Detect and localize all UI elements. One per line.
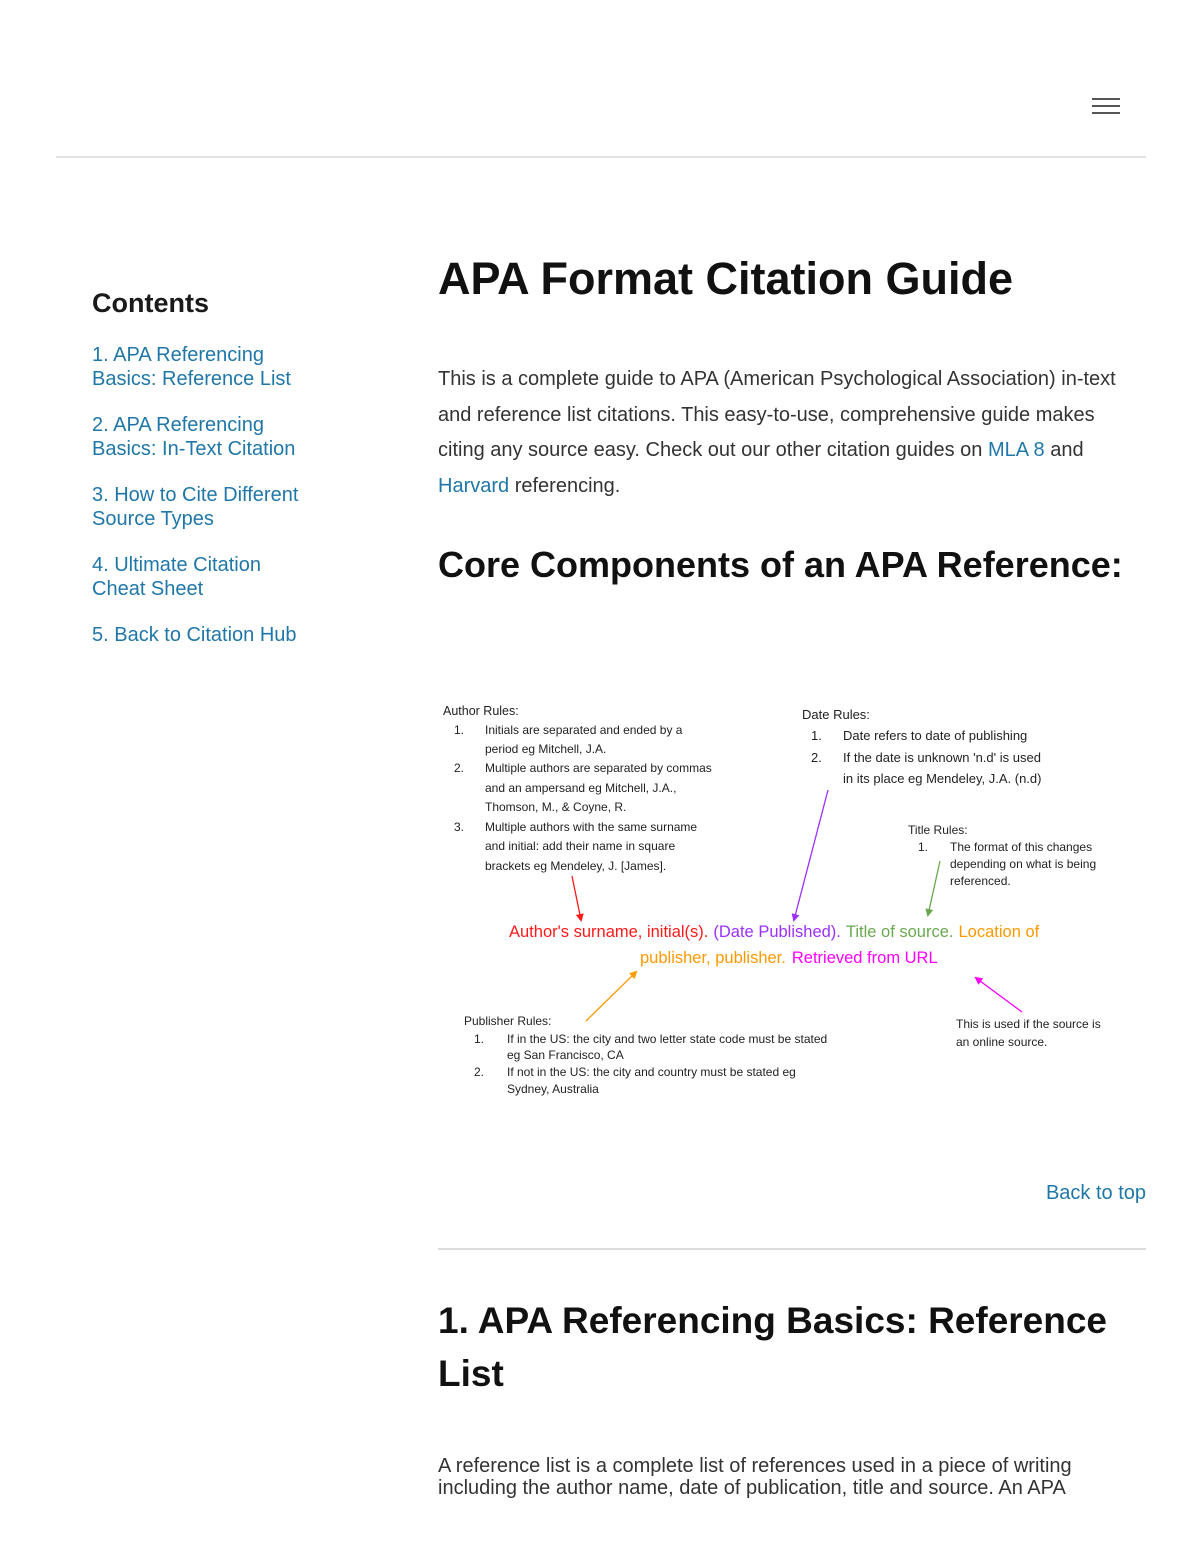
publisher-rule-line: eg San Francisco, CA xyxy=(507,1048,624,1062)
toc-item xyxy=(92,343,302,391)
menu-icon-bar xyxy=(1092,105,1120,107)
publisher-rule-line: If in the US: the city and two letter state code must be stated xyxy=(507,1032,828,1046)
intro-text: This is a complete guide to APA (American Psychological Association) in-text and reference list citations. This easy-to-use, comprehensive guide makes citing any source easy. Check out our other citation guides on xyxy=(438,368,1116,461)
date-rules-title: Date Rules: xyxy=(802,707,870,722)
title-rule-line: The format of this changes xyxy=(950,840,1093,854)
diagram-svg xyxy=(438,696,1146,1106)
title-arrow xyxy=(928,861,940,915)
date-rule-line: in its place eg Mendeley, J.A. (n.d) xyxy=(843,771,1042,786)
intro-text: referencing. xyxy=(509,474,621,497)
date-arrow xyxy=(794,790,828,920)
publisher-rule-line: If not in the US: the city and country must be stated eg xyxy=(507,1065,796,1079)
author-rule-number: 3. xyxy=(454,820,465,834)
toc-item xyxy=(92,483,302,531)
toc-list xyxy=(92,343,302,647)
formula-author: Author's surname, initial(s). xyxy=(509,923,709,941)
title-rule-line: referenced. xyxy=(950,874,1011,888)
url-note-line: an online source. xyxy=(956,1035,1048,1049)
toc-link-reference-list[interactable]: 1. APA Referencing Basics: Reference List xyxy=(92,344,291,390)
toc-link-cheat-sheet[interactable]: 4. Ultimate Citation Cheat Sheet xyxy=(92,554,261,600)
author-rule-line: Multiple authors are separated by commas xyxy=(485,761,712,775)
url-note-line: This is used if the source is xyxy=(956,1017,1101,1031)
date-rule-line: If the date is unknown 'n.d' is used xyxy=(843,750,1041,765)
publisher-rule-line: Sydney, Australia xyxy=(507,1082,599,1096)
section-divider xyxy=(438,1248,1146,1250)
toc-item xyxy=(92,413,302,461)
toc-link-source-types[interactable]: 3. How to Cite Different Source Types xyxy=(92,484,299,530)
publisher-arrow xyxy=(586,972,636,1021)
publisher-rules-title: Publisher Rules: xyxy=(464,1014,552,1028)
header-divider xyxy=(56,156,1146,158)
author-rule-line: Thomson, M., & Coyne, R. xyxy=(485,800,627,814)
date-rule-number: 2. xyxy=(811,750,822,765)
formula-retrieved: Retrieved from URL xyxy=(791,949,938,967)
intro-text: and xyxy=(1044,439,1084,461)
publisher-rule-number: 1. xyxy=(474,1032,485,1046)
author-rule-line: period eg Mitchell, J.A. xyxy=(485,742,607,756)
author-rule-number: 1. xyxy=(454,723,465,737)
url-arrow xyxy=(976,978,1022,1012)
toc-item xyxy=(92,553,302,601)
intro-paragraph xyxy=(438,362,1146,504)
section-paragraph-cut xyxy=(438,1477,1128,1506)
toc-heading: Contents xyxy=(92,288,209,318)
formula-line-2 xyxy=(640,949,938,967)
author-rule-number: 2. xyxy=(454,761,465,775)
date-rule-number: 1. xyxy=(811,728,822,743)
title-rule-line: depending on what is being xyxy=(950,857,1097,871)
page-title: APA Format Citation Guide xyxy=(438,253,1014,304)
author-rule-line: Initials are separated and ended by a xyxy=(485,723,683,737)
author-rule-line: Multiple authors with the same surname xyxy=(485,820,698,834)
formula-title: Title of source. xyxy=(845,923,954,941)
core-components-heading: Core Components of an APA Reference: xyxy=(438,544,1123,585)
title-rules-title: Title Rules: xyxy=(908,823,968,837)
author-rule-line: brackets eg Mendeley, J. [James]. xyxy=(485,859,667,873)
apa-reference-diagram xyxy=(438,696,1146,1106)
hamburger-menu-icon[interactable] xyxy=(1086,94,1126,122)
menu-icon-bar xyxy=(1092,112,1120,114)
formula-location: Location of xyxy=(958,923,1040,941)
main-content xyxy=(438,250,1146,585)
menu-icon-bar xyxy=(1092,98,1120,100)
author-rule-line: and initial: add their name in square xyxy=(485,839,676,853)
section-paragraph: A reference list is a complete list of references used in a piece of writing xyxy=(438,1455,1072,1477)
toc-link-in-text-citation[interactable]: 2. APA Referencing Basics: In-Text Citation xyxy=(92,414,296,460)
author-rule-line: and an ampersand eg Mitchell, J.A., xyxy=(485,781,677,795)
author-arrow xyxy=(572,876,581,920)
table-of-contents xyxy=(92,288,302,669)
title-rule-number: 1. xyxy=(918,840,929,854)
toc-item xyxy=(92,623,302,647)
back-to-top-link[interactable]: Back to top xyxy=(1045,1182,1146,1204)
harvard-link[interactable]: Harvard xyxy=(438,474,510,497)
formula-publisher: publisher, publisher. xyxy=(640,949,786,967)
publisher-rule-number: 2. xyxy=(474,1065,485,1079)
mla-link[interactable]: MLA 8 xyxy=(987,439,1045,461)
author-rules-title: Author Rules: xyxy=(443,704,519,718)
toc-link-citation-hub[interactable]: 5. Back to Citation Hub xyxy=(92,624,297,646)
section-heading-reference-list: 1. APA Referencing Basics: Reference List xyxy=(438,1300,1107,1394)
section-paragraph-cut-text: including the author name, date of publication, title and source. An APA xyxy=(438,1477,1066,1499)
formula-date: (Date Published). xyxy=(713,923,841,941)
formula-line-1 xyxy=(509,923,1040,941)
date-rule-line: Date refers to date of publishing xyxy=(843,728,1028,743)
